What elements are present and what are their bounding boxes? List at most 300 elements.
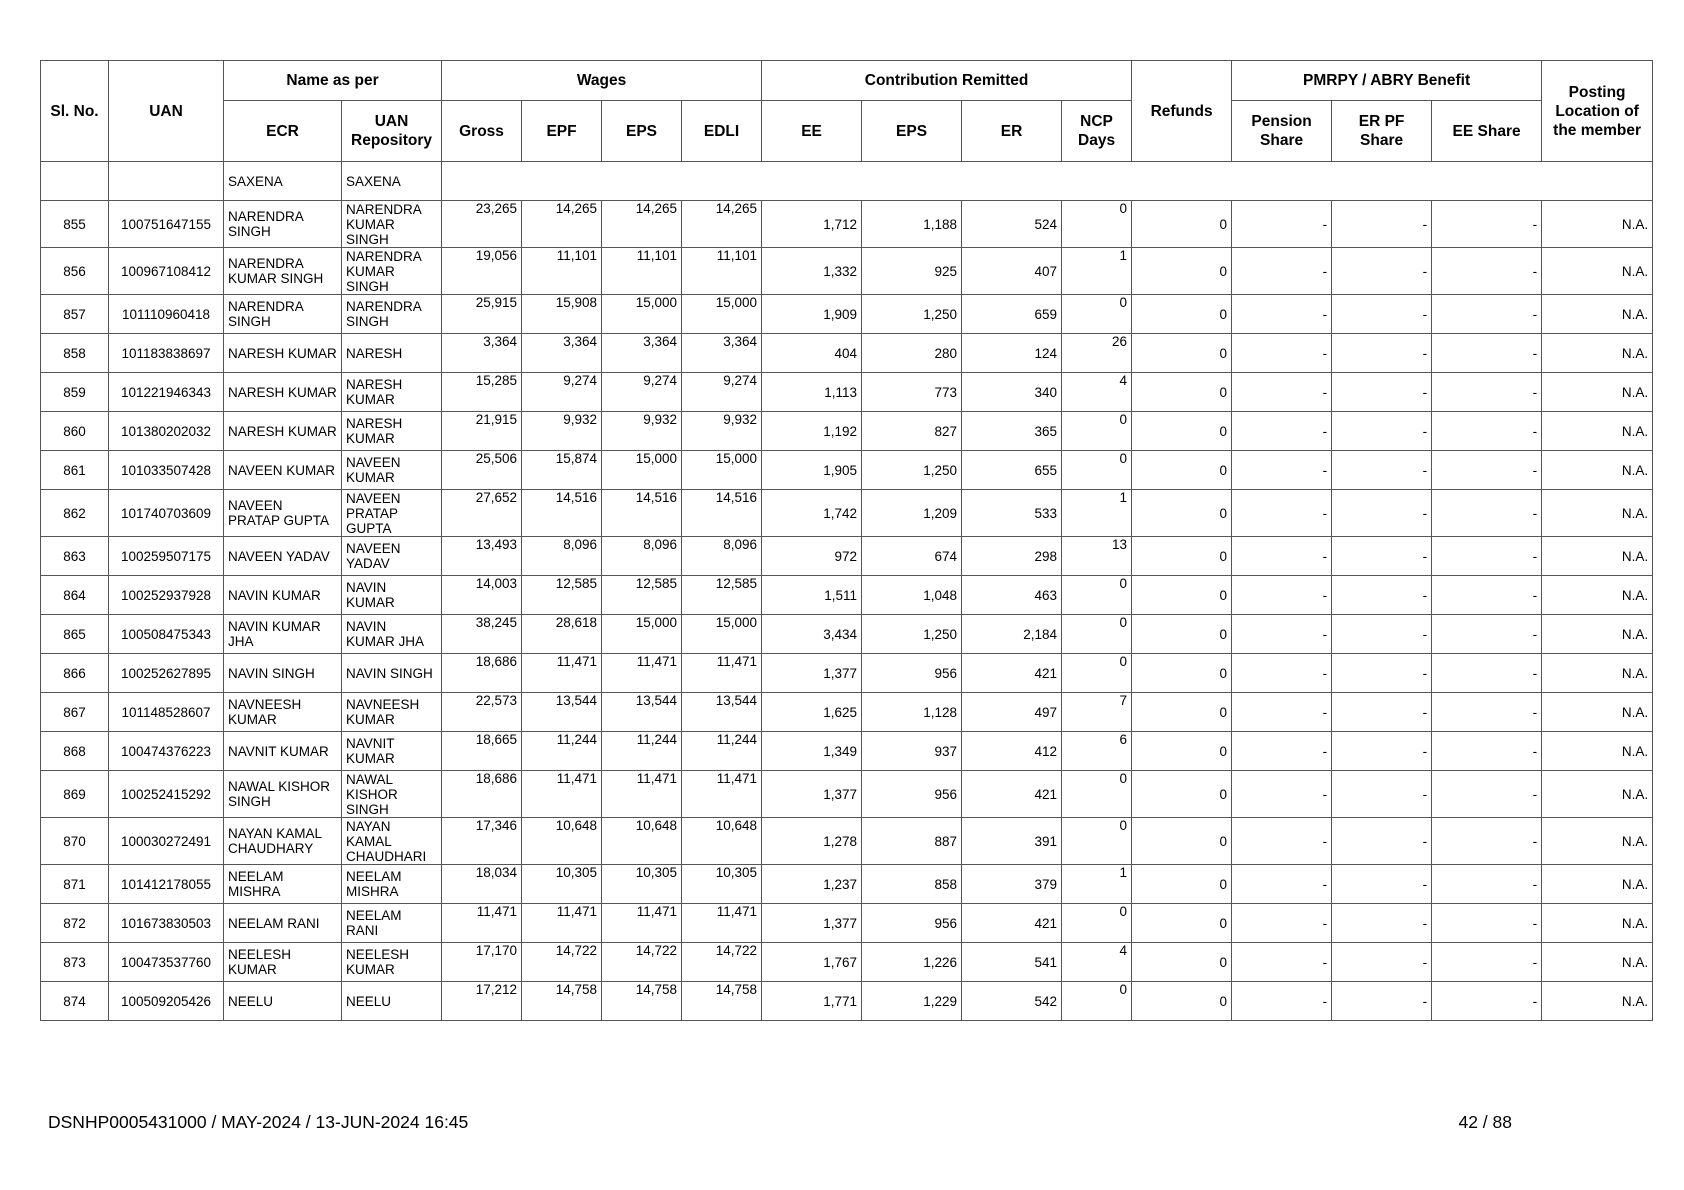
ncp-days-cell: 0	[1062, 412, 1132, 451]
table-row	[41, 615, 1653, 654]
er-cell: 463	[962, 576, 1062, 615]
pension-share-cell: -	[1232, 615, 1332, 654]
table-row	[41, 818, 1653, 865]
er-pf-share-cell: -	[1332, 295, 1432, 334]
edli-cell: 9,274	[682, 373, 762, 412]
epf-cell: 10,305	[522, 865, 602, 904]
ee-cell: 1,278	[762, 818, 862, 865]
continuation-uan-repo: SAXENA	[342, 162, 442, 201]
er-pf-share-cell: -	[1332, 490, 1432, 537]
gross-cell: 13,493	[442, 537, 522, 576]
ecr-name-cell: NEELESH KUMAR	[224, 943, 342, 982]
ncp-days-cell: 0	[1062, 615, 1132, 654]
gross-cell: 14,003	[442, 576, 522, 615]
edli-cell: 14,516	[682, 490, 762, 537]
sl-no-cell: 869	[41, 771, 109, 818]
header-eps: EPS	[602, 101, 682, 162]
ecr-name-cell: NEELAM MISHRA	[224, 865, 342, 904]
gross-cell: 11,471	[442, 904, 522, 943]
edli-cell: 15,000	[682, 295, 762, 334]
edli-cell: 14,758	[682, 982, 762, 1021]
refunds-cell: 0	[1132, 373, 1232, 412]
eps-cell: 13,544	[602, 693, 682, 732]
pension-share-cell: -	[1232, 201, 1332, 248]
ee-cell: 1,113	[762, 373, 862, 412]
posting-location-cell: N.A.	[1542, 771, 1653, 818]
eps-contribution-cell: 1,250	[862, 451, 962, 490]
edli-cell: 11,244	[682, 732, 762, 771]
ee-share-cell: -	[1432, 904, 1542, 943]
er-cell: 541	[962, 943, 1062, 982]
ee-cell: 1,332	[762, 248, 862, 295]
header-uan-repository: UAN Repository	[342, 101, 442, 162]
eps-cell: 15,000	[602, 295, 682, 334]
epf-cell: 14,516	[522, 490, 602, 537]
ecr-name-cell: NAVEEN YADAV	[224, 537, 342, 576]
ee-share-cell: -	[1432, 201, 1542, 248]
edli-cell: 14,265	[682, 201, 762, 248]
gross-cell: 21,915	[442, 412, 522, 451]
refunds-cell: 0	[1132, 654, 1232, 693]
posting-location-cell: N.A.	[1542, 865, 1653, 904]
er-cell: 340	[962, 373, 1062, 412]
pension-share-cell: -	[1232, 943, 1332, 982]
table-row	[41, 982, 1653, 1021]
eps-contribution-cell: 674	[862, 537, 962, 576]
ee-share-cell: -	[1432, 943, 1542, 982]
ee-share-cell: -	[1432, 818, 1542, 865]
eps-cell: 14,758	[602, 982, 682, 1021]
ecr-name-cell: NARENDRA SINGH	[224, 201, 342, 248]
eps-cell: 11,471	[602, 654, 682, 693]
er-cell: 542	[962, 982, 1062, 1021]
posting-location-cell: N.A.	[1542, 334, 1653, 373]
ecr-name-cell: NARESH KUMAR	[224, 334, 342, 373]
eps-cell: 9,274	[602, 373, 682, 412]
ecr-name-cell: NAVIN SINGH	[224, 654, 342, 693]
eps-cell: 14,516	[602, 490, 682, 537]
uan-cell: 100252937928	[109, 576, 224, 615]
sl-no-cell: 863	[41, 537, 109, 576]
uan-cell: 101740703609	[109, 490, 224, 537]
epf-cell: 11,471	[522, 771, 602, 818]
table-row	[41, 693, 1653, 732]
pension-share-cell: -	[1232, 693, 1332, 732]
epf-cell: 11,244	[522, 732, 602, 771]
eps-contribution-cell: 1,226	[862, 943, 962, 982]
posting-location-cell: N.A.	[1542, 654, 1653, 693]
sl-no-cell: 864	[41, 576, 109, 615]
epf-cell: 8,096	[522, 537, 602, 576]
ncp-days-cell: 0	[1062, 982, 1132, 1021]
eps-contribution-cell: 925	[862, 248, 962, 295]
pension-share-cell: -	[1232, 412, 1332, 451]
er-cell: 379	[962, 865, 1062, 904]
uan-repo-name-cell: NARESH KUMAR	[342, 373, 442, 412]
pension-share-cell: -	[1232, 732, 1332, 771]
edli-cell: 10,648	[682, 818, 762, 865]
ee-share-cell: -	[1432, 537, 1542, 576]
eps-cell: 8,096	[602, 537, 682, 576]
table-row	[41, 904, 1653, 943]
eps-contribution-cell: 1,188	[862, 201, 962, 248]
epf-cell: 9,932	[522, 412, 602, 451]
er-cell: 365	[962, 412, 1062, 451]
ee-cell: 1,909	[762, 295, 862, 334]
header-ecr: ECR	[224, 101, 342, 162]
edli-cell: 12,585	[682, 576, 762, 615]
ee-cell: 1,511	[762, 576, 862, 615]
ncp-days-cell: 0	[1062, 818, 1132, 865]
epf-cell: 11,471	[522, 654, 602, 693]
epf-cell: 10,648	[522, 818, 602, 865]
ecr-name-cell: NARESH KUMAR	[224, 412, 342, 451]
uan-repo-name-cell: NEELAM MISHRA	[342, 865, 442, 904]
er-pf-share-cell: -	[1332, 451, 1432, 490]
eps-cell: 11,471	[602, 771, 682, 818]
epf-cell: 28,618	[522, 615, 602, 654]
uan-cell: 100473537760	[109, 943, 224, 982]
header-er-pf-share: ER PF Share	[1332, 101, 1432, 162]
ee-cell: 1,377	[762, 654, 862, 693]
epf-cell: 15,908	[522, 295, 602, 334]
ee-share-cell: -	[1432, 732, 1542, 771]
er-cell: 2,184	[962, 615, 1062, 654]
eps-cell: 11,471	[602, 904, 682, 943]
header-pmrpy-abry: PMRPY / ABRY Benefit	[1232, 61, 1542, 101]
posting-location-cell: N.A.	[1542, 732, 1653, 771]
ecr-name-cell: NARENDRA KUMAR SINGH	[224, 248, 342, 295]
sl-no-cell: 871	[41, 865, 109, 904]
posting-location-cell: N.A.	[1542, 576, 1653, 615]
header-name-as-per: Name as per	[224, 61, 442, 101]
sl-no-cell: 862	[41, 490, 109, 537]
er-pf-share-cell: -	[1332, 334, 1432, 373]
gross-cell: 17,170	[442, 943, 522, 982]
header-sl-no: Sl. No.	[41, 61, 109, 162]
ncp-days-cell: 4	[1062, 943, 1132, 982]
continuation-ecr: SAXENA	[224, 162, 342, 201]
er-cell: 533	[962, 490, 1062, 537]
refunds-cell: 0	[1132, 771, 1232, 818]
er-cell: 421	[962, 654, 1062, 693]
ecr-name-cell: NAVNEESH KUMAR	[224, 693, 342, 732]
er-pf-share-cell: -	[1332, 865, 1432, 904]
uan-repo-name-cell: NARENDRA KUMAR SINGH	[342, 248, 442, 295]
pension-share-cell: -	[1232, 537, 1332, 576]
ecr-name-cell: NEELAM RANI	[224, 904, 342, 943]
pension-share-cell: -	[1232, 295, 1332, 334]
sl-no-cell: 858	[41, 334, 109, 373]
sl-no-cell: 867	[41, 693, 109, 732]
refunds-cell: 0	[1132, 693, 1232, 732]
er-pf-share-cell: -	[1332, 771, 1432, 818]
header-er: ER	[962, 101, 1062, 162]
uan-cell: 101110960418	[109, 295, 224, 334]
ee-share-cell: -	[1432, 865, 1542, 904]
ee-cell: 1,349	[762, 732, 862, 771]
refunds-cell: 0	[1132, 576, 1232, 615]
gross-cell: 25,506	[442, 451, 522, 490]
uan-repo-name-cell: NAYAN KAMAL CHAUDHARI	[342, 818, 442, 865]
ee-cell: 1,192	[762, 412, 862, 451]
table-body	[41, 162, 1653, 1021]
ecr-name-cell: NAWAL KISHOR SINGH	[224, 771, 342, 818]
uan-cell: 101183838697	[109, 334, 224, 373]
uan-cell: 100252415292	[109, 771, 224, 818]
gross-cell: 18,665	[442, 732, 522, 771]
sl-no-cell: 870	[41, 818, 109, 865]
uan-repo-name-cell: NEELAM RANI	[342, 904, 442, 943]
epf-cell: 11,471	[522, 904, 602, 943]
sl-no-cell: 868	[41, 732, 109, 771]
refunds-cell: 0	[1132, 451, 1232, 490]
ecr-name-cell: NAVEEN PRATAP GUPTA	[224, 490, 342, 537]
posting-location-cell: N.A.	[1542, 373, 1653, 412]
eps-contribution-cell: 827	[862, 412, 962, 451]
epf-cell: 14,758	[522, 982, 602, 1021]
eps-cell: 9,932	[602, 412, 682, 451]
ecr-name-cell: NAVIN KUMAR JHA	[224, 615, 342, 654]
refunds-cell: 0	[1132, 537, 1232, 576]
refunds-cell: 0	[1132, 818, 1232, 865]
uan-cell: 101221946343	[109, 373, 224, 412]
uan-cell: 101673830503	[109, 904, 224, 943]
pension-share-cell: -	[1232, 334, 1332, 373]
uan-cell: 100967108412	[109, 248, 224, 295]
er-cell: 298	[962, 537, 1062, 576]
eps-cell: 10,305	[602, 865, 682, 904]
sl-no-cell: 857	[41, 295, 109, 334]
ncp-days-cell: 26	[1062, 334, 1132, 373]
ee-cell: 1,712	[762, 201, 862, 248]
eps-contribution-cell: 1,250	[862, 615, 962, 654]
table-row	[41, 771, 1653, 818]
posting-location-cell: N.A.	[1542, 451, 1653, 490]
refunds-cell: 0	[1132, 865, 1232, 904]
eps-cell: 14,722	[602, 943, 682, 982]
posting-location-cell: N.A.	[1542, 904, 1653, 943]
uan-repo-name-cell: NARESH	[342, 334, 442, 373]
ncp-days-cell: 6	[1062, 732, 1132, 771]
eps-contribution-cell: 1,229	[862, 982, 962, 1021]
table-row	[41, 490, 1653, 537]
eps-contribution-cell: 1,048	[862, 576, 962, 615]
ecr-name-cell: NAVEEN KUMAR	[224, 451, 342, 490]
refunds-cell: 0	[1132, 412, 1232, 451]
er-cell: 655	[962, 451, 1062, 490]
footer-doc-ref: DSNHP0005431000 / MAY-2024 / 13-JUN-2024 16:45	[48, 1112, 469, 1132]
sl-no-cell: 859	[41, 373, 109, 412]
header-eps-contribution: EPS	[862, 101, 962, 162]
er-cell: 412	[962, 732, 1062, 771]
ncp-days-cell: 1	[1062, 865, 1132, 904]
uan-repo-name-cell: NAVNEESH KUMAR	[342, 693, 442, 732]
er-pf-share-cell: -	[1332, 248, 1432, 295]
er-pf-share-cell: -	[1332, 201, 1432, 248]
sl-no-cell: 860	[41, 412, 109, 451]
uan-cell: 101033507428	[109, 451, 224, 490]
uan-cell: 100030272491	[109, 818, 224, 865]
ecr-name-cell: NARESH KUMAR	[224, 373, 342, 412]
eps-cell: 11,244	[602, 732, 682, 771]
continuation-row	[41, 162, 1653, 201]
gross-cell: 15,285	[442, 373, 522, 412]
uan-cell: 100508475343	[109, 615, 224, 654]
ncp-days-cell: 0	[1062, 295, 1132, 334]
posting-location-cell: N.A.	[1542, 537, 1653, 576]
eps-contribution-cell: 1,128	[862, 693, 962, 732]
ee-share-cell: -	[1432, 412, 1542, 451]
header-ee-share: EE Share	[1432, 101, 1542, 162]
ee-cell: 972	[762, 537, 862, 576]
gross-cell: 25,915	[442, 295, 522, 334]
refunds-cell: 0	[1132, 490, 1232, 537]
posting-location-cell: N.A.	[1542, 201, 1653, 248]
refunds-cell: 0	[1132, 334, 1232, 373]
gross-cell: 18,686	[442, 654, 522, 693]
sl-no-cell: 865	[41, 615, 109, 654]
posting-location-cell: N.A.	[1542, 490, 1653, 537]
pension-share-cell: -	[1232, 248, 1332, 295]
epf-cell: 15,874	[522, 451, 602, 490]
ecr-name-cell: NAYAN KAMAL CHAUDHARY	[224, 818, 342, 865]
posting-location-cell: N.A.	[1542, 818, 1653, 865]
ee-cell: 1,237	[762, 865, 862, 904]
posting-location-cell: N.A.	[1542, 295, 1653, 334]
sl-no-cell: 856	[41, 248, 109, 295]
uan-repo-name-cell: NAVNIT KUMAR	[342, 732, 442, 771]
ncp-days-cell: 0	[1062, 451, 1132, 490]
eps-contribution-cell: 937	[862, 732, 962, 771]
epf-cell: 14,722	[522, 943, 602, 982]
epf-cell: 11,101	[522, 248, 602, 295]
ecr-name-cell: NARENDRA SINGH	[224, 295, 342, 334]
table-header	[41, 61, 1653, 162]
eps-cell: 11,101	[602, 248, 682, 295]
ecr-name-cell: NEELU	[224, 982, 342, 1021]
table-row	[41, 412, 1653, 451]
ee-share-cell: -	[1432, 615, 1542, 654]
eps-contribution-cell: 1,209	[862, 490, 962, 537]
header-uan: UAN	[109, 61, 224, 162]
ncp-days-cell: 1	[1062, 248, 1132, 295]
gross-cell: 18,034	[442, 865, 522, 904]
epf-cell: 12,585	[522, 576, 602, 615]
table-row	[41, 201, 1653, 248]
gross-cell: 38,245	[442, 615, 522, 654]
edli-cell: 10,305	[682, 865, 762, 904]
er-pf-share-cell: -	[1332, 412, 1432, 451]
er-cell: 421	[962, 904, 1062, 943]
header-posting-location: Posting Location of the member	[1542, 61, 1653, 162]
uan-repo-name-cell: NAVEEN KUMAR	[342, 451, 442, 490]
ee-share-cell: -	[1432, 334, 1542, 373]
refunds-cell: 0	[1132, 904, 1232, 943]
er-pf-share-cell: -	[1332, 982, 1432, 1021]
edli-cell: 13,544	[682, 693, 762, 732]
ecr-name-cell: NAVIN KUMAR	[224, 576, 342, 615]
er-pf-share-cell: -	[1332, 576, 1432, 615]
ee-cell: 1,377	[762, 904, 862, 943]
er-cell: 391	[962, 818, 1062, 865]
uan-repo-name-cell: NAVIN KUMAR	[342, 576, 442, 615]
refunds-cell: 0	[1132, 295, 1232, 334]
uan-repo-name-cell: NARENDRA KUMAR SINGH	[342, 201, 442, 248]
uan-repo-name-cell: NAVEEN YADAV	[342, 537, 442, 576]
header-refunds: Refunds	[1132, 61, 1232, 162]
pension-share-cell: -	[1232, 865, 1332, 904]
ncp-days-cell: 13	[1062, 537, 1132, 576]
ee-share-cell: -	[1432, 295, 1542, 334]
refunds-cell: 0	[1132, 982, 1232, 1021]
edli-cell: 9,932	[682, 412, 762, 451]
uan-cell: 101412178055	[109, 865, 224, 904]
uan-cell: 100252627895	[109, 654, 224, 693]
ecr-name-cell: NAVNIT KUMAR	[224, 732, 342, 771]
er-pf-share-cell: -	[1332, 904, 1432, 943]
edli-cell: 11,471	[682, 654, 762, 693]
uan-cell: 100259507175	[109, 537, 224, 576]
header-ee: EE	[762, 101, 862, 162]
table-row	[41, 576, 1653, 615]
ee-share-cell: -	[1432, 693, 1542, 732]
table-row	[41, 451, 1653, 490]
ncp-days-cell: 4	[1062, 373, 1132, 412]
table-row	[41, 334, 1653, 373]
eps-cell: 10,648	[602, 818, 682, 865]
gross-cell: 3,364	[442, 334, 522, 373]
eps-cell: 12,585	[602, 576, 682, 615]
pension-share-cell: -	[1232, 982, 1332, 1021]
pension-share-cell: -	[1232, 904, 1332, 943]
eps-cell: 14,265	[602, 201, 682, 248]
uan-repo-name-cell: NARESH KUMAR	[342, 412, 442, 451]
epf-cell: 14,265	[522, 201, 602, 248]
posting-location-cell: N.A.	[1542, 412, 1653, 451]
refunds-cell: 0	[1132, 943, 1232, 982]
epf-cell: 9,274	[522, 373, 602, 412]
pension-share-cell: -	[1232, 771, 1332, 818]
table-row	[41, 865, 1653, 904]
uan-cell: 101380202032	[109, 412, 224, 451]
er-pf-share-cell: -	[1332, 693, 1432, 732]
pension-share-cell: -	[1232, 818, 1332, 865]
uan-cell: 100751647155	[109, 201, 224, 248]
er-pf-share-cell: -	[1332, 537, 1432, 576]
ee-cell: 1,742	[762, 490, 862, 537]
posting-location-cell: N.A.	[1542, 982, 1653, 1021]
edli-cell: 15,000	[682, 615, 762, 654]
header-contribution-remitted: Contribution Remitted	[762, 61, 1132, 101]
eps-cell: 15,000	[602, 615, 682, 654]
ee-cell: 3,434	[762, 615, 862, 654]
table-row	[41, 654, 1653, 693]
er-cell: 659	[962, 295, 1062, 334]
er-pf-share-cell: -	[1332, 654, 1432, 693]
er-cell: 407	[962, 248, 1062, 295]
refunds-cell: 0	[1132, 615, 1232, 654]
header-wages: Wages	[442, 61, 762, 101]
ncp-days-cell: 0	[1062, 771, 1132, 818]
ee-share-cell: -	[1432, 771, 1542, 818]
eps-contribution-cell: 887	[862, 818, 962, 865]
uan-repo-name-cell: NAVEEN PRATAP GUPTA	[342, 490, 442, 537]
ee-share-cell: -	[1432, 373, 1542, 412]
edli-cell: 11,471	[682, 904, 762, 943]
eps-contribution-cell: 858	[862, 865, 962, 904]
er-pf-share-cell: -	[1332, 615, 1432, 654]
